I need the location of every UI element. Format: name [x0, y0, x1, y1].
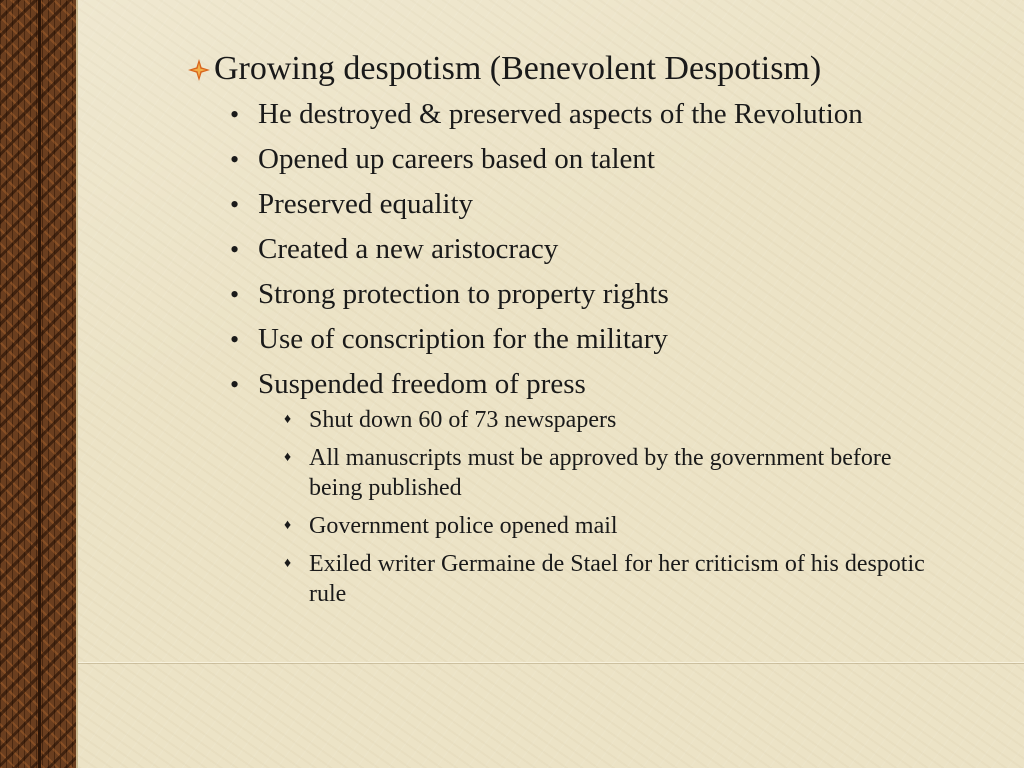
list-item: [230, 317, 988, 362]
bullet-dot-icon: •: [230, 145, 240, 174]
sub-list-item: [284, 443, 949, 503]
list-item-text: Preserved equality: [258, 188, 474, 220]
list-item-text: Opened up careers based on talent: [258, 143, 655, 175]
diamond-bullet-icon: ♦: [284, 450, 292, 465]
footer-divider-line: [78, 662, 1024, 663]
slide-heading-bullet: [188, 48, 988, 90]
slide-heading: Growing despotism (Benevolent Despotism): [214, 50, 822, 87]
list-item: [230, 272, 988, 317]
bullet-dot-icon: •: [230, 370, 240, 399]
bullet-dot-icon: •: [230, 190, 240, 219]
bullet-dot-icon: •: [230, 280, 240, 309]
bullet-dot-icon: •: [230, 100, 240, 129]
list-item-text: Strong protection to property rights: [258, 278, 669, 310]
list-item: [230, 137, 988, 182]
list-item-text: He destroyed & preserved aspects of the Revolution: [258, 98, 863, 130]
list-item-text: Created a new aristocracy: [258, 233, 559, 265]
sub-list-item-text: Shut down 60 of 73 newspapers: [309, 407, 617, 433]
sub-list-item-text: Government police opened mail: [309, 513, 618, 539]
strip-edge: [76, 0, 78, 768]
diamond-bullet-icon: ♦: [284, 518, 292, 533]
strip-divider: [38, 0, 41, 768]
bullet-dot-icon: •: [230, 325, 240, 354]
sub-list-item: [284, 405, 949, 435]
list-item-text: Suspended freedom of press: [258, 368, 586, 400]
orange-star-bullet-icon: [188, 59, 210, 81]
diamond-bullet-icon: ♦: [284, 412, 292, 427]
list-item: [230, 227, 988, 272]
slide-body: [188, 48, 988, 617]
diamond-bullet-icon: ♦: [284, 556, 292, 571]
sub-list-item-text: All manuscripts must be approved by the government before being published: [309, 445, 892, 501]
list-item: [230, 92, 988, 137]
sub-list-item: [284, 511, 949, 541]
list-item-text: Use of conscription for the military: [258, 323, 668, 355]
sub-list-item: [284, 549, 949, 609]
bullet-dot-icon: •: [230, 235, 240, 264]
sub-list-item-text: Exiled writer Germaine de Stael for her criticism of his despotic rule: [309, 551, 925, 607]
list-item: [230, 182, 988, 227]
list-item: [230, 362, 988, 407]
